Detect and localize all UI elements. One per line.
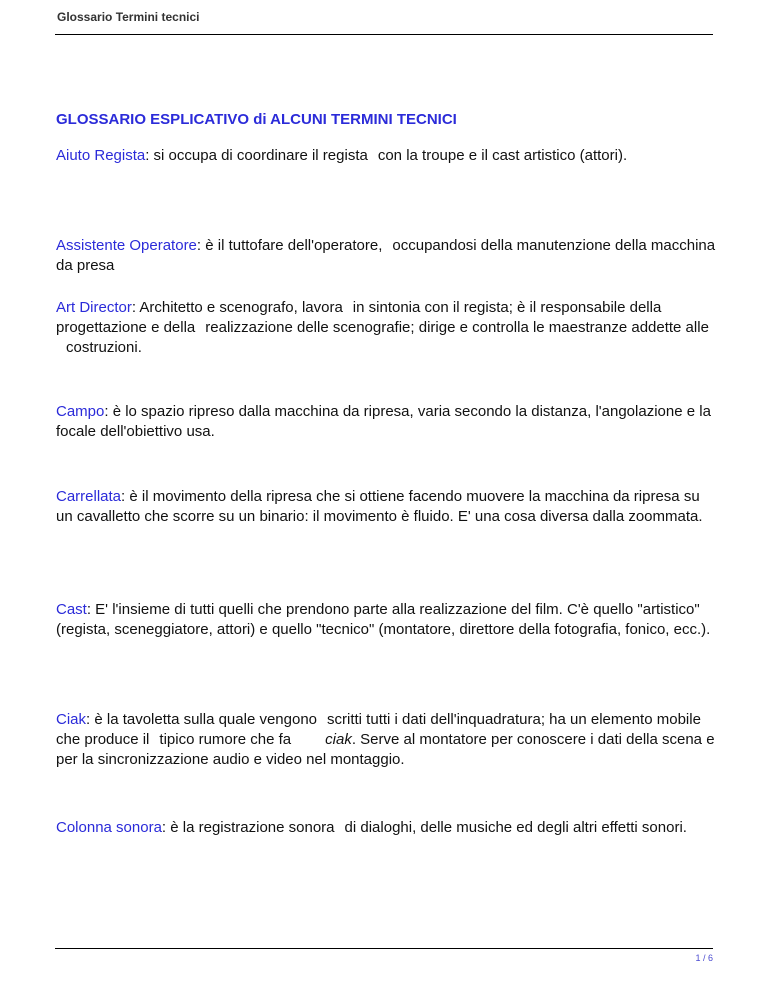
entry-aiuto-regista bbox=[56, 146, 716, 166]
entry-assistente-operatore bbox=[56, 236, 716, 276]
page-number: 1 / 6 bbox=[695, 953, 713, 963]
definition: : è la tavoletta sulla quale vengono bbox=[86, 711, 318, 728]
definition: occupandosi della manutenzione della macchina da presa bbox=[56, 237, 716, 274]
entry-colonna-sonora bbox=[56, 818, 716, 838]
page-header-title: Glossario Termini tecnici bbox=[57, 10, 200, 24]
definition: di dialoghi, delle musiche ed degli altri effetti sonori. bbox=[344, 819, 687, 836]
term-cast[interactable]: Cast bbox=[56, 601, 87, 618]
term-aiuto-regista[interactable]: Aiuto Regista bbox=[56, 147, 146, 164]
definition: : è lo spazio ripreso dalla macchina da ripresa, varia secondo la distanza, l'angolazione e la focale dell'obiettivo usa. bbox=[56, 403, 711, 440]
entry-carrellata bbox=[56, 487, 716, 527]
definition: : si occupa di coordinare il regista bbox=[145, 147, 368, 164]
entry-art-director bbox=[56, 298, 716, 358]
term-art-director[interactable]: Art Director bbox=[56, 299, 132, 316]
definition: : Architetto e scenografo, lavora bbox=[131, 299, 343, 316]
definition: : è il tuttofare dell'operatore, bbox=[196, 237, 383, 254]
entry-ciak bbox=[56, 710, 716, 770]
term-carrellata[interactable]: Carrellata bbox=[56, 488, 122, 505]
term-campo[interactable]: Campo bbox=[56, 403, 105, 420]
definition: realizzazione delle scenografie; dirige e controlla le maestranze addette alle bbox=[205, 319, 709, 336]
definition-italic: ciak bbox=[325, 731, 352, 748]
definition: tipico rumore che fa bbox=[159, 731, 292, 748]
header-divider bbox=[55, 34, 713, 35]
definition: scritti tutti i dati dell'inquadratura; ha un elemento mobile che produce il bbox=[56, 711, 701, 748]
definition: : è il movimento della ripresa che si ottiene facendo muovere la macchina da ripresa su un cavalletto che scorre su un binario: il movimento è fluido. E' una cosa diversa dalla zoommata. bbox=[56, 488, 703, 525]
term-colonna-sonora[interactable]: Colonna sonora bbox=[56, 819, 162, 836]
definition: : è la registrazione sonora bbox=[161, 819, 335, 836]
definition: in sintonia con il regista; è il responsabile della progettazione e della bbox=[56, 299, 662, 336]
term-assistente-operatore[interactable]: Assistente Operatore bbox=[56, 237, 197, 254]
glossary-title: GLOSSARIO ESPLICATIVO di ALCUNI TERMINI TECNICI bbox=[56, 111, 457, 128]
definition: : E' l'insieme di tutti quelli che prendono parte alla realizzazione del film. C'è quello "artistico" (regista, sceneggiatore, attori) e quello "tecnico" (montatore, direttore della fotografia, fonico, ecc.). bbox=[56, 601, 711, 638]
entry-cast bbox=[56, 600, 716, 640]
entry-campo bbox=[56, 402, 716, 442]
definition: con la troupe e il cast artistico (attori). bbox=[377, 147, 628, 164]
term-ciak[interactable]: Ciak bbox=[56, 711, 87, 728]
footer-divider bbox=[55, 948, 713, 949]
definition: . Serve al montatore per conoscere i dati della scena e per la sincronizzazione audio e video nel montaggio. bbox=[56, 731, 715, 768]
definition: costruzioni. bbox=[66, 339, 142, 356]
